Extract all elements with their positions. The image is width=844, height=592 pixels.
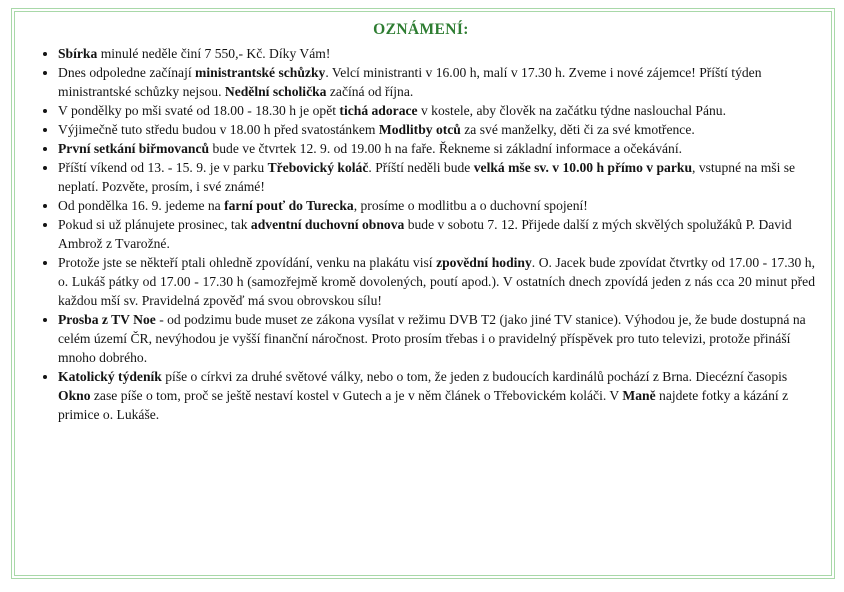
page-title: OZNÁMENÍ: — [373, 21, 469, 38]
list-item — [58, 215, 817, 253]
announcement-list — [25, 44, 817, 424]
announcement-text-bold: adventní duchovní obnova — [250, 217, 405, 232]
list-item — [58, 63, 817, 101]
announcement-text: najdete fotky a kázání z primice o. Lukáše. — [58, 388, 789, 422]
announcement-text: minulé neděle činí 7 550,- Kč. Díky Vám! — [97, 46, 331, 61]
announcement-text: Pokud si už plánujete prosinec, tak — [58, 217, 251, 232]
announcement-text-bold: Třebovický koláč — [267, 160, 369, 175]
announcement-text: Dnes odpoledne začínají — [58, 65, 196, 80]
announcement-text: , vstupné na mši se neplatí. Pozvěte, prosím, i své známé! — [58, 160, 796, 194]
list-item — [58, 196, 817, 215]
announcement-text: . Velcí ministranti v 16.00 h, malí v 17.30 h. Zveme i nové zájemce! Příští týden ministrantské schůzky nejsou. — [58, 65, 762, 99]
announcement-text: Příští víkend od 13. - 15. 9. je v parku — [58, 160, 268, 175]
announcement-text: Výjimečně tuto středu budou v 18.00 h před svatostánkem — [58, 122, 379, 137]
announcement-text: . Příští neděli bude — [368, 160, 474, 175]
announcement-text-bold: zpovědní hodiny — [436, 255, 532, 270]
announcement-text: v kostele, aby člověk na začátku týdne naslouchal Pánu. — [417, 103, 726, 118]
announcement-text-bold: Prosba z TV Noe — [58, 312, 156, 327]
list-item — [58, 253, 817, 310]
list-item — [58, 120, 817, 139]
announcement-text: , prosíme o modlitbu a o duchovní spojení! — [353, 198, 588, 213]
announcement-frame-outer — [11, 8, 835, 579]
announcement-text-bold: Okno — [58, 388, 91, 403]
list-item — [58, 158, 817, 196]
announcement-text-bold: velká mše sv. v 10.00 h přímo v parku — [473, 160, 693, 175]
list-item — [58, 44, 817, 63]
list-item — [58, 101, 817, 120]
announcement-text: za své manželky, děti či za své kmotřence. — [460, 122, 695, 137]
announcement-text: . O. Jacek bude zpovídat čtvrtky od 17.00 - 17.30 h, o. Lukáš pátky od 17.00 - 17.30 h (samozřejmě kromě dovolených, poutí apod.). V ostatních dnech zpovídá jeden z nás cca 20 minut před každou mší sv. Pravidelná zpověď má svou obrovskou sílu! — [58, 255, 815, 308]
announcement-text-bold: ministrantské schůzky — [195, 65, 326, 80]
announcement-text-bold: Katolický týdeník — [58, 369, 162, 384]
announcement-text-bold: Maně — [622, 388, 656, 403]
announcement-text-bold: Nedělní scholička — [224, 84, 327, 99]
announcement-text-bold: farní pouť do Turecka — [224, 198, 354, 213]
announcement-text: začíná od října. — [326, 84, 414, 99]
announcement-content — [15, 12, 831, 424]
announcement-text: - od podzimu bude muset ze zákona vysílat v režimu DVB T2 (jako jiné TV stanice). Výhodou je, že bude dostupná na celém území ČR, nevýhodou je vyšší finanční náročnost. Proto prosím třebas i o pravidelný příspěvek pro tuto televizi, protože přináší mnoho dobrého. — [58, 312, 806, 365]
announcement-text-bold: Modlitby otců — [378, 122, 461, 137]
announcement-text-bold: První setkání biřmovanců — [58, 141, 210, 156]
announcement-text-bold: Sbírka — [58, 46, 98, 61]
announcement-text: Protože jste se někteří ptali ohledně zpovídání, venku na plakátu visí — [58, 255, 437, 270]
list-item — [58, 367, 817, 424]
announcement-text: bude ve čtvrtek 12. 9. od 19.00 h na faře. Řekneme si základní informace a očekávání. — [209, 141, 683, 156]
list-item — [58, 310, 817, 367]
announcement-text: bude v sobotu 7. 12. Přijede další z mých skvělých spolužáků P. David Ambrož z Tvarožné. — [58, 217, 792, 251]
announcement-text: zase píše o tom, proč se ještě nestaví kostel v Gutech a je v něm článek o Třebovickém koláči. V — [90, 388, 623, 403]
announcement-text: píše o církvi za druhé světové války, nebo o tom, že jeden z budoucích kardinálů pochází z Brna. Diecézní časopis — [161, 369, 788, 384]
announcement-frame-inner — [14, 11, 832, 576]
announcement-text-bold: tichá adorace — [339, 103, 418, 118]
announcement-text: Od pondělka 16. 9. jedeme na — [58, 198, 225, 213]
announcement-text: V pondělky po mši svaté od 18.00 - 18.30 h je opět — [58, 103, 340, 118]
list-item — [58, 139, 817, 158]
